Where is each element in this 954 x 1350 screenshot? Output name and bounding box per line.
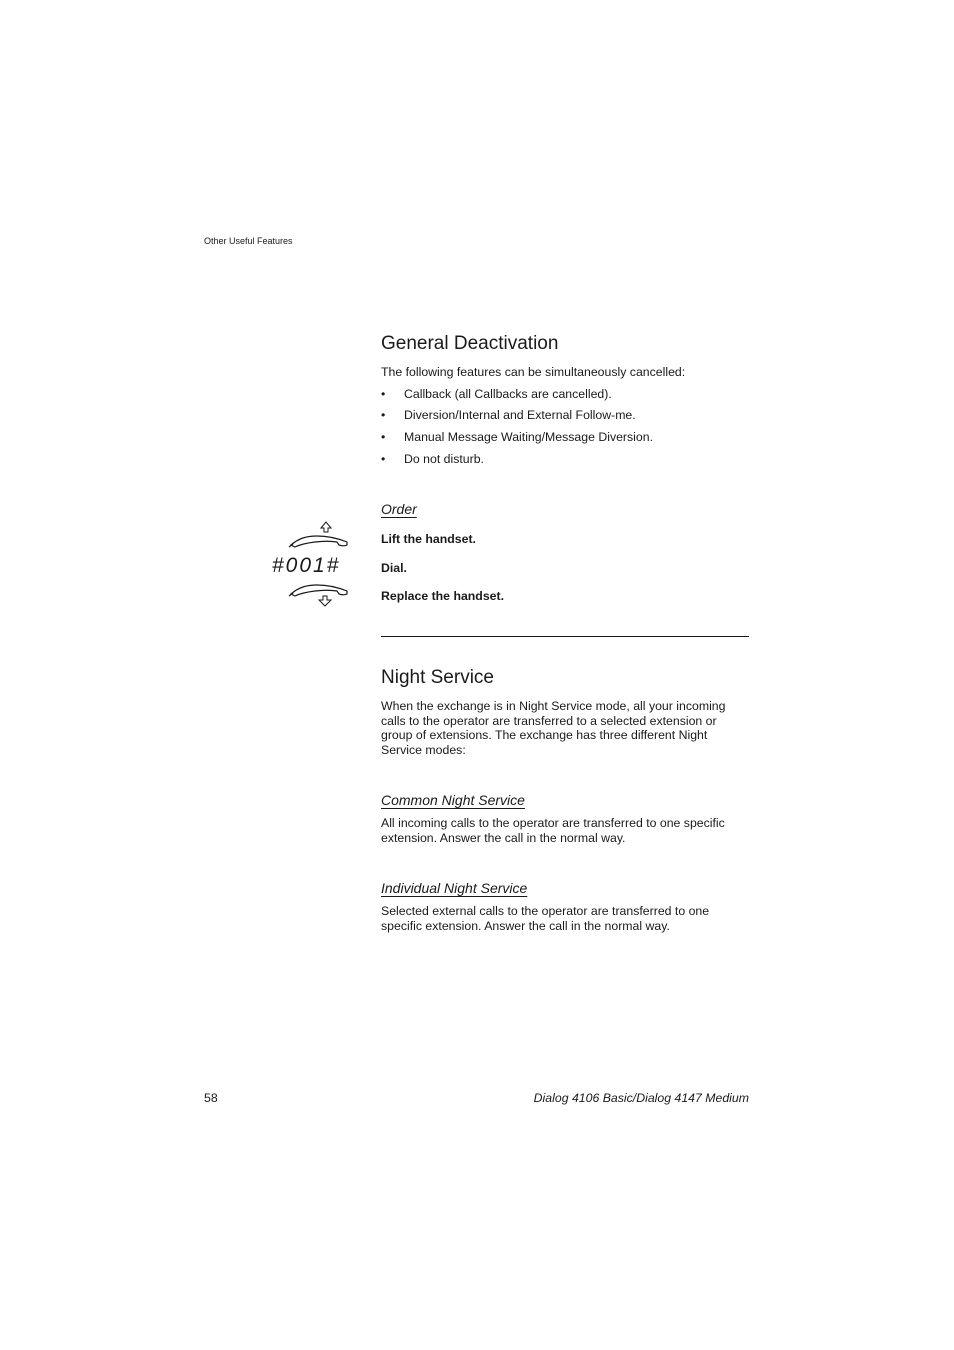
common-night-service-text: All incoming calls to the operator are transferred to one specific extension. Answer the call in the normal way. xyxy=(381,816,725,845)
bullet-mark: • xyxy=(381,387,386,401)
section-title-general-deactivation: General Deactivation xyxy=(381,333,559,354)
step-dial: Dial. xyxy=(381,561,407,575)
section-divider xyxy=(381,636,749,637)
order-heading: Order xyxy=(381,501,417,517)
step-replace-handset: Replace the handset. xyxy=(381,589,505,603)
bullet-mark: • xyxy=(381,408,386,422)
individual-night-service-text: Selected external calls to the operator are transferred to one specific extension. Answer the call in the normal way. xyxy=(381,904,710,933)
dial-code: #001# xyxy=(272,554,341,577)
general-deactivation-intro: The following features can be simultaneously cancelled: xyxy=(381,365,686,379)
lift-handset-icon xyxy=(287,518,351,550)
replace-handset-icon xyxy=(287,582,351,608)
product-name: Dialog 4106 Basic/Dialog 4147 Medium xyxy=(533,1091,749,1105)
section-title-night-service: Night Service xyxy=(381,667,494,688)
step-lift-handset: Lift the handset. xyxy=(381,532,476,546)
night-service-intro: When the exchange is in Night Service mode, all your incoming calls to the operator are transferred to a selected extension or group of extensions. The exchange has three different Night Service modes: xyxy=(381,699,726,757)
individual-night-service-heading: Individual Night Service xyxy=(381,880,528,896)
page-number: 58 xyxy=(204,1091,218,1105)
bullet-mark: • xyxy=(381,430,386,444)
bullet-mark: • xyxy=(381,452,386,466)
common-night-service-heading: Common Night Service xyxy=(381,792,525,808)
running-header: Other Useful Features xyxy=(204,236,293,246)
